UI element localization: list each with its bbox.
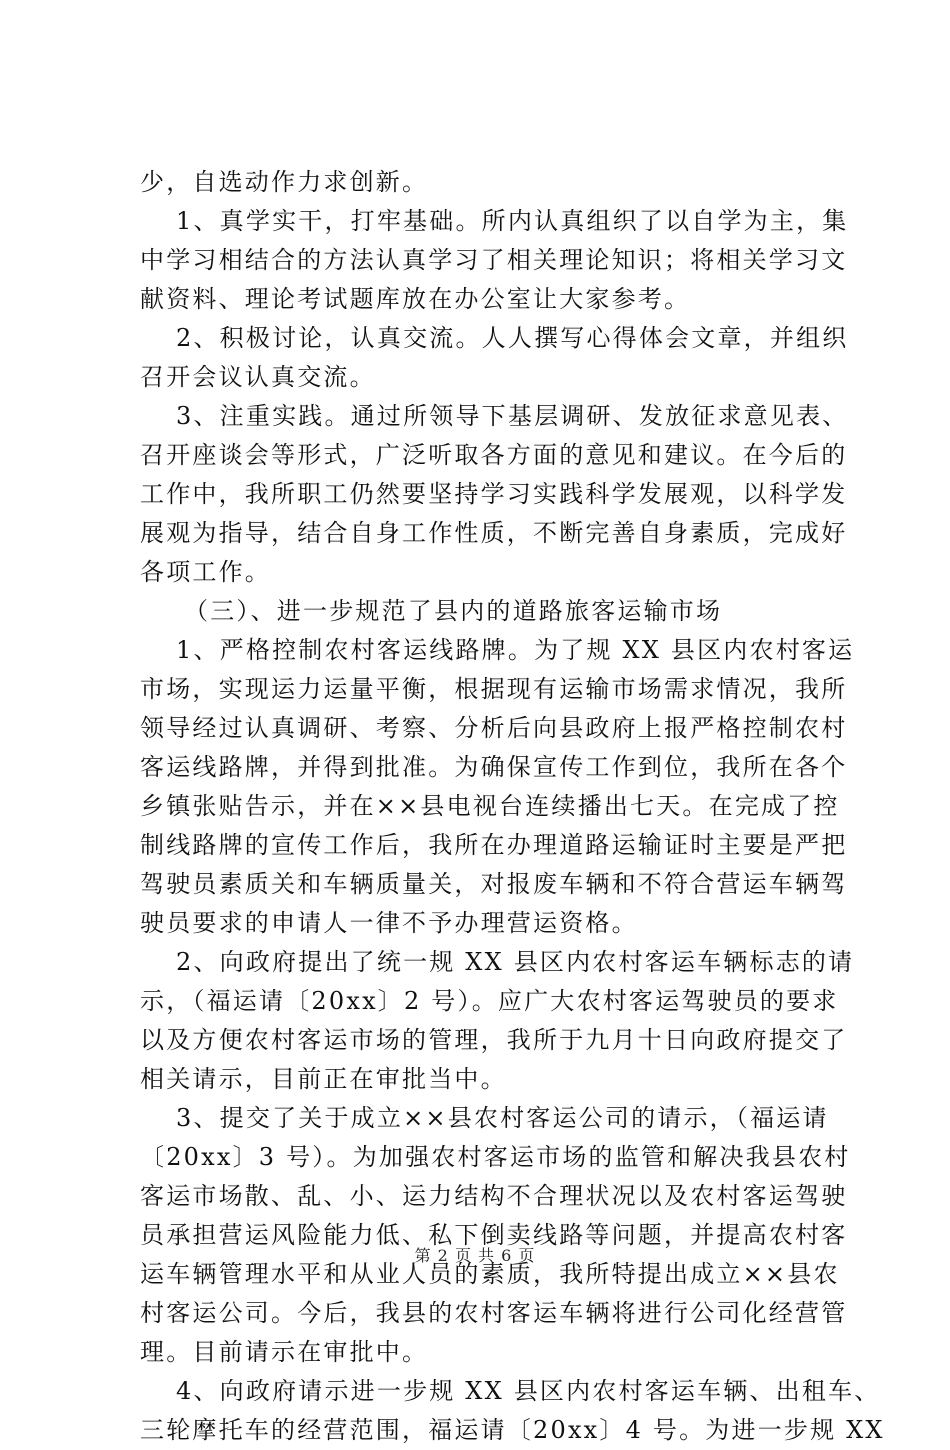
- body-line: 驾驶员素质关和车辆质量关，对报废车辆和不符合营运车辆驾: [140, 870, 848, 898]
- body-line: 相关请示，目前正在审批当中。: [140, 1065, 507, 1093]
- body-line: 村客运公司。今后，我县的农村客运车辆将进行公司化经营管: [140, 1299, 848, 1327]
- body-line: 三轮摩托车的经营范围，福运请〔20xx〕4 号。为进一步规 XX: [140, 1416, 885, 1444]
- page-number-footer: 第 2 页 共 6 页: [414, 1246, 536, 1265]
- section-heading: （三）、进一步规范了县内的道路旅客运输市场: [184, 597, 723, 625]
- body-line: 3、注重实践。通过所领导下基层调研、发放征求意见表、: [176, 402, 849, 430]
- body-line: 运车辆管理水平和从业人员的素质，我所特提出成立××县农: [140, 1260, 840, 1288]
- body-line: 市场，实现运力运量平衡，根据现有运输市场需求情况，我所: [140, 675, 848, 703]
- body-line: 各项工作。: [140, 558, 271, 586]
- body-line: 驶员要求的申请人一律不予办理营运资格。: [140, 909, 638, 937]
- body-line: 4、向政府请示进一步规 XX 县区内农村客运车辆、出租车、: [176, 1377, 881, 1405]
- body-line: 员承担营运风险能力低、私下倒卖线路等问题，并提高农村客: [140, 1221, 848, 1249]
- body-line: 领导经过认真调研、考察、分析后向县政府上报严格控制农村: [140, 714, 848, 742]
- body-line: 〔20xx〕3 号）。为加强农村客运市场的监管和解决我县农村: [140, 1143, 851, 1171]
- body-line: 召开座谈会等形式，广泛听取各方面的意见和建议。在今后的: [140, 441, 848, 469]
- body-line: 客运市场散、乱、小、运力结构不合理状况以及农村客运驾驶: [140, 1182, 848, 1210]
- body-line: 3、提交了关于成立××县农村客运公司的请示，（福运请: [176, 1104, 829, 1132]
- body-line: 乡镇张贴告示，并在××县电视台连续播出七天。在完成了控: [140, 792, 840, 820]
- body-line: 2、积极讨论，认真交流。人人撰写心得体会文章，并组织: [176, 324, 849, 352]
- body-line: 中学习相结合的方法认真学习了相关理论知识；将相关学习文: [140, 246, 848, 274]
- body-line: 2、向政府提出了统一规 XX 县区内农村客运车辆标志的请: [176, 948, 855, 976]
- body-line: 展观为指导，结合自身工作性质，不断完善自身素质，完成好: [140, 519, 848, 547]
- body-line: 献资料、理论考试题库放在办公室让大家参考。: [140, 285, 691, 313]
- body-line: 1、真学实干，打牢基础。所内认真组织了以自学为主，集: [176, 207, 849, 235]
- body-line: 以及方便农村客运市场的管理，我所于九月十日向政府提交了: [140, 1026, 848, 1054]
- body-line: 客运线路牌，并得到批准。为确保宣传工作到位，我所在各个: [140, 753, 848, 781]
- body-line: 理。目前请示在审批中。: [140, 1338, 429, 1366]
- body-line: 制线路牌的宣传工作后，我所在办理道路运输证时主要是严把: [140, 831, 848, 859]
- body-line: 少，自选动作力求创新。: [140, 168, 429, 196]
- body-line: 1、严格控制农村客运线路牌。为了规 XX 县区内农村客运: [176, 636, 855, 664]
- body-line: 召开会议认真交流。: [140, 363, 376, 391]
- body-line: 工作中，我所职工仍然要坚持学习实践科学发展观，以科学发: [140, 480, 848, 508]
- body-line: 示，（福运请〔20xx〕2 号）。应广大农村客运驾驶员的要求: [140, 987, 839, 1015]
